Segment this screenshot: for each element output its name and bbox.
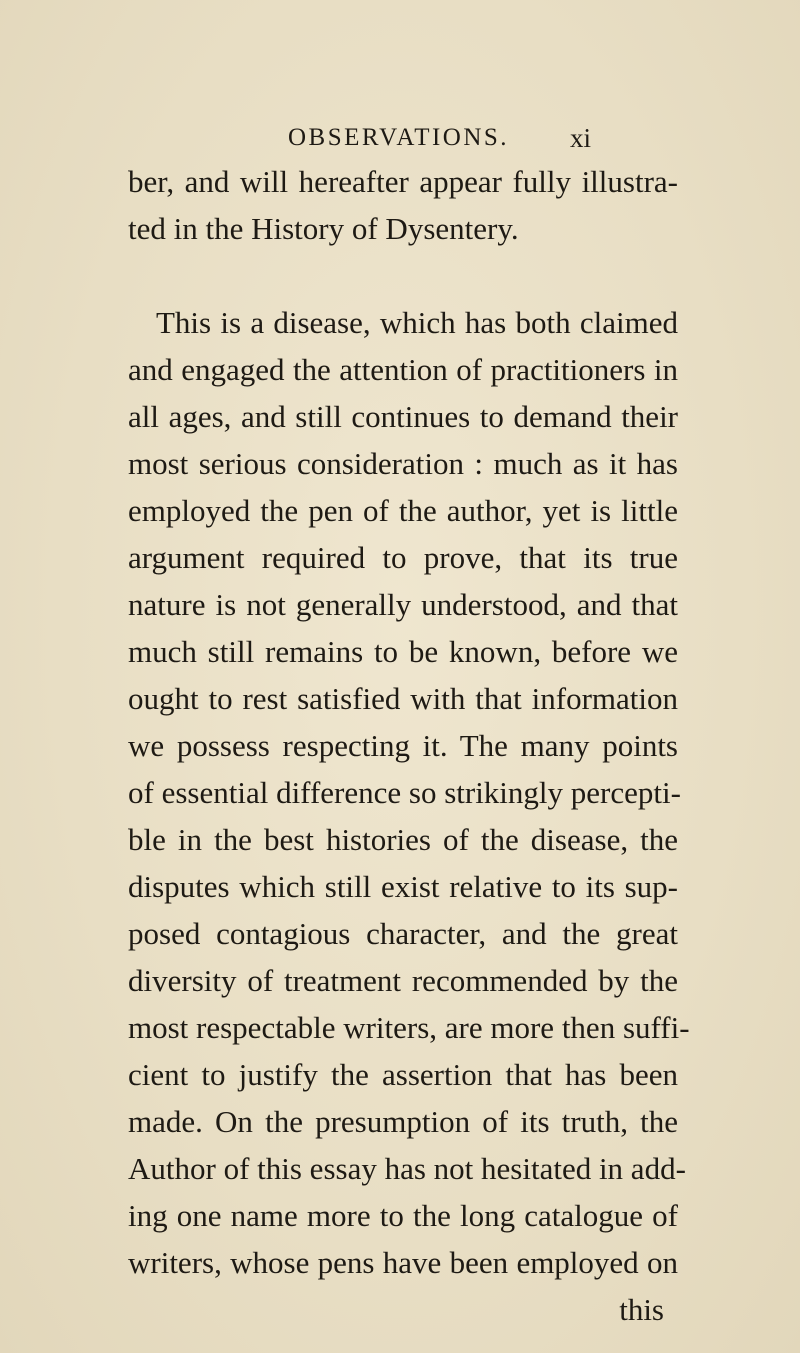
text-line: of essential difference so strikingly percepti- <box>128 775 681 810</box>
text-line: we possess respecting it. The many points <box>128 728 678 763</box>
text-line: nature is not generally understood, and that <box>128 587 678 622</box>
page-number: xi <box>570 123 592 153</box>
text-line: much still remains to be known, before we <box>128 634 678 669</box>
text-line: writers, whose pens have been employed on <box>128 1245 678 1280</box>
text-line: argument required to prove, that its true <box>128 540 678 575</box>
text-line: diversity of treatment recommended by the <box>128 963 678 998</box>
text-line: most respectable writers, are more then suffi- <box>128 1010 690 1045</box>
paragraph-gap <box>128 252 678 299</box>
running-title: OBSERVATIONS. <box>288 124 510 151</box>
text-line: ted in the History of Dysentery. <box>128 211 519 246</box>
text-line: ought to rest satisfied with that information <box>128 681 678 716</box>
text-line: most serious consideration : much as it has <box>128 446 678 481</box>
text-line: disputes which still exist relative to its sup- <box>128 869 678 904</box>
text-line: employed the pen of the author, yet is little <box>128 493 678 528</box>
text-line: ble in the best histories of the disease, the <box>128 822 678 857</box>
text-line: Author of this essay has not hesitated in add- <box>128 1151 686 1186</box>
text-line: ber, and will hereafter appear fully illustra- <box>128 164 678 199</box>
catchword: this <box>619 1292 664 1327</box>
text-line: ing one name more to the long catalogue of <box>128 1198 678 1233</box>
text-line: and engaged the attention of practitioners in <box>128 352 678 387</box>
text-line: cient to justify the assertion that has been <box>128 1057 678 1092</box>
text-line: all ages, and still continues to demand their <box>128 399 678 434</box>
text-line: posed contagious character, and the great <box>128 916 678 951</box>
text-line: This is a disease, which has both claimed <box>156 305 678 340</box>
text-line: made. On the presumption of its truth, the <box>128 1104 678 1139</box>
running-head <box>280 118 600 158</box>
body-text <box>128 158 690 1333</box>
